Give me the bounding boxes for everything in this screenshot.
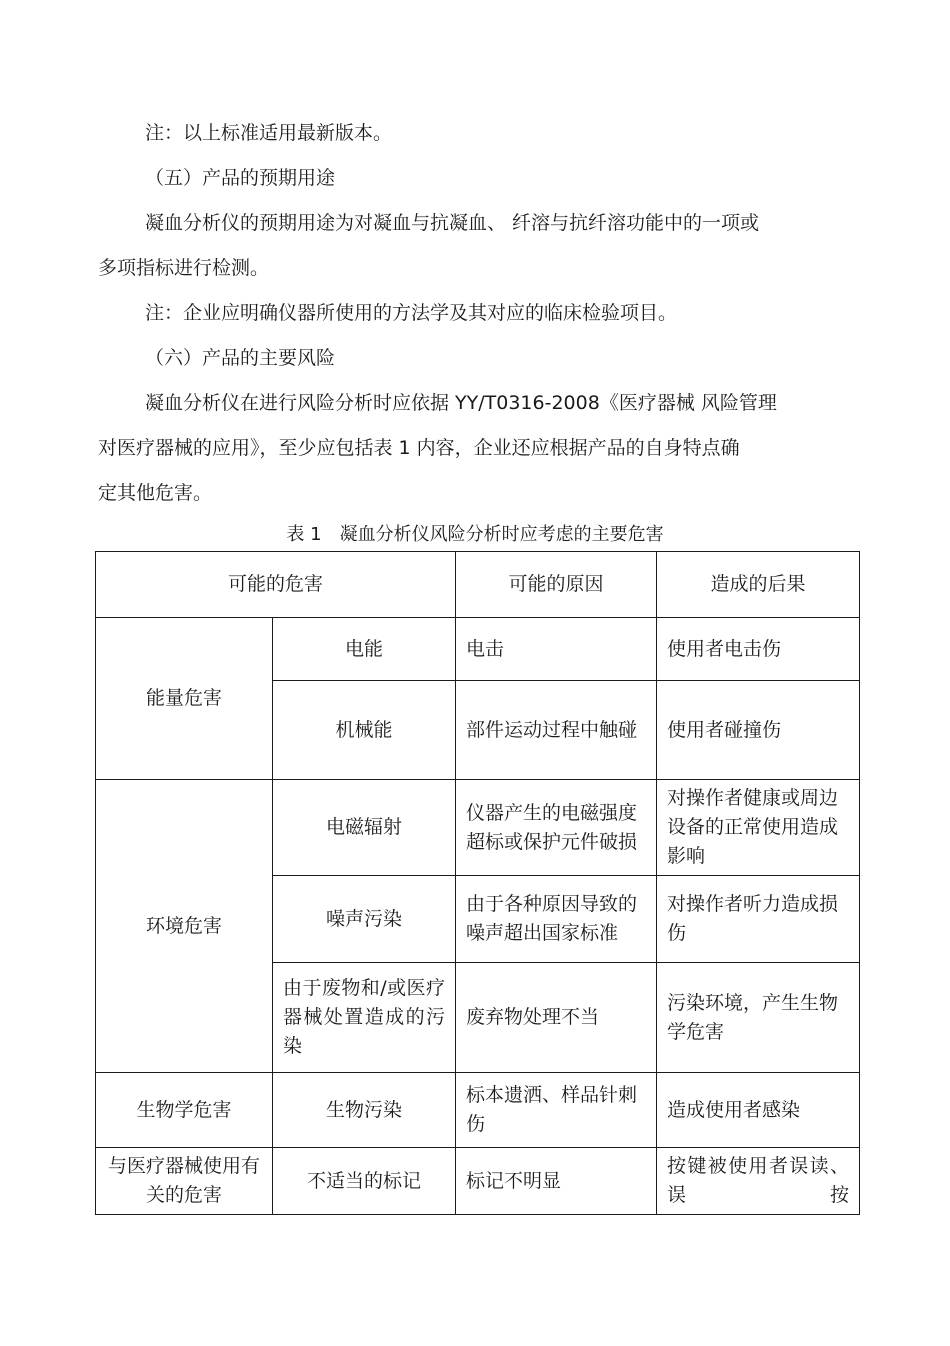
table-caption: 表 1 凝血分析仪风险分析时应考虑的主要危害 <box>286 524 664 545</box>
consequence-cell: 对操作者健康或周边设备的正常使用造成影响 <box>657 780 860 876</box>
hazard-cell: 机械能 <box>273 681 456 780</box>
note-methodology: 注：企业应明确仪器所使用的方法学及其对应的临床检验项目。 <box>145 302 678 324</box>
table-row <box>96 618 860 681</box>
hazard-cell: 生物污染 <box>273 1073 456 1148</box>
table-row <box>96 1073 860 1148</box>
cause-cell: 部件运动过程中触碰 <box>456 681 657 780</box>
category-cell: 与医疗器械使用有关的危害 <box>96 1148 273 1215</box>
cause-cell: 电击 <box>456 618 657 681</box>
hazard-cell: 由于废物和/或医疗器械处置造成的污染 <box>273 963 456 1073</box>
risk-paragraph-line-2: 对医疗器械的应用》，至少应包括表 1 内容，企业还应根据产品的自身特点确 <box>98 437 740 459</box>
consequence-cell: 使用者电击伤 <box>657 618 860 681</box>
risk-paragraph-line-1: 凝血分析仪在进行风险分析时应依据 YY/T0316-2008《医疗器械 风险管理 <box>145 392 777 414</box>
header-consequence: 造成的后果 <box>657 552 860 618</box>
risk-paragraph-line-3: 定其他危害。 <box>98 482 213 504</box>
header-possible-cause: 可能的原因 <box>456 552 657 618</box>
cause-cell: 标记不明显 <box>456 1148 657 1215</box>
consequence-cell: 污染环境，产生生物学危害 <box>657 963 860 1073</box>
hazard-table <box>95 551 860 1215</box>
header-possible-hazard: 可能的危害 <box>96 552 456 618</box>
hazard-cell: 不适当的标记 <box>273 1148 456 1215</box>
note-standards: 注：以上标准适用最新版本。 <box>145 122 393 144</box>
intended-use-line-2: 多项指标进行检测。 <box>98 257 270 279</box>
consequence-cell: 按键被使用者误读、误按 <box>657 1148 860 1215</box>
intended-use-line-1: 凝血分析仪的预期用途为对凝血与抗凝血、 纤溶与抗纤溶功能中的一项或 <box>145 212 760 234</box>
consequence-cell: 造成使用者感染 <box>657 1073 860 1148</box>
cause-cell: 标本遗洒、样品针刺伤 <box>456 1073 657 1148</box>
consequence-cell: 使用者碰撞伤 <box>657 681 860 780</box>
table-header-row <box>96 552 860 618</box>
category-cell: 环境危害 <box>96 780 273 1073</box>
category-cell: 能量危害 <box>96 618 273 780</box>
cause-cell: 仪器产生的电磁强度超标或保护元件破损 <box>456 780 657 876</box>
category-cell: 生物学危害 <box>96 1073 273 1148</box>
hazard-cell: 电能 <box>273 618 456 681</box>
table-row <box>96 1148 860 1215</box>
table-row <box>96 780 860 876</box>
hazard-cell: 电磁辐射 <box>273 780 456 876</box>
consequence-cell: 对操作者听力造成损伤 <box>657 876 860 963</box>
section-heading-main-risks: （六）产品的主要风险 <box>145 347 336 369</box>
section-heading-intended-use: （五）产品的预期用途 <box>145 167 336 189</box>
cause-cell: 废弃物处理不当 <box>456 963 657 1073</box>
hazard-cell: 噪声污染 <box>273 876 456 963</box>
cause-cell: 由于各种原因导致的噪声超出国家标准 <box>456 876 657 963</box>
